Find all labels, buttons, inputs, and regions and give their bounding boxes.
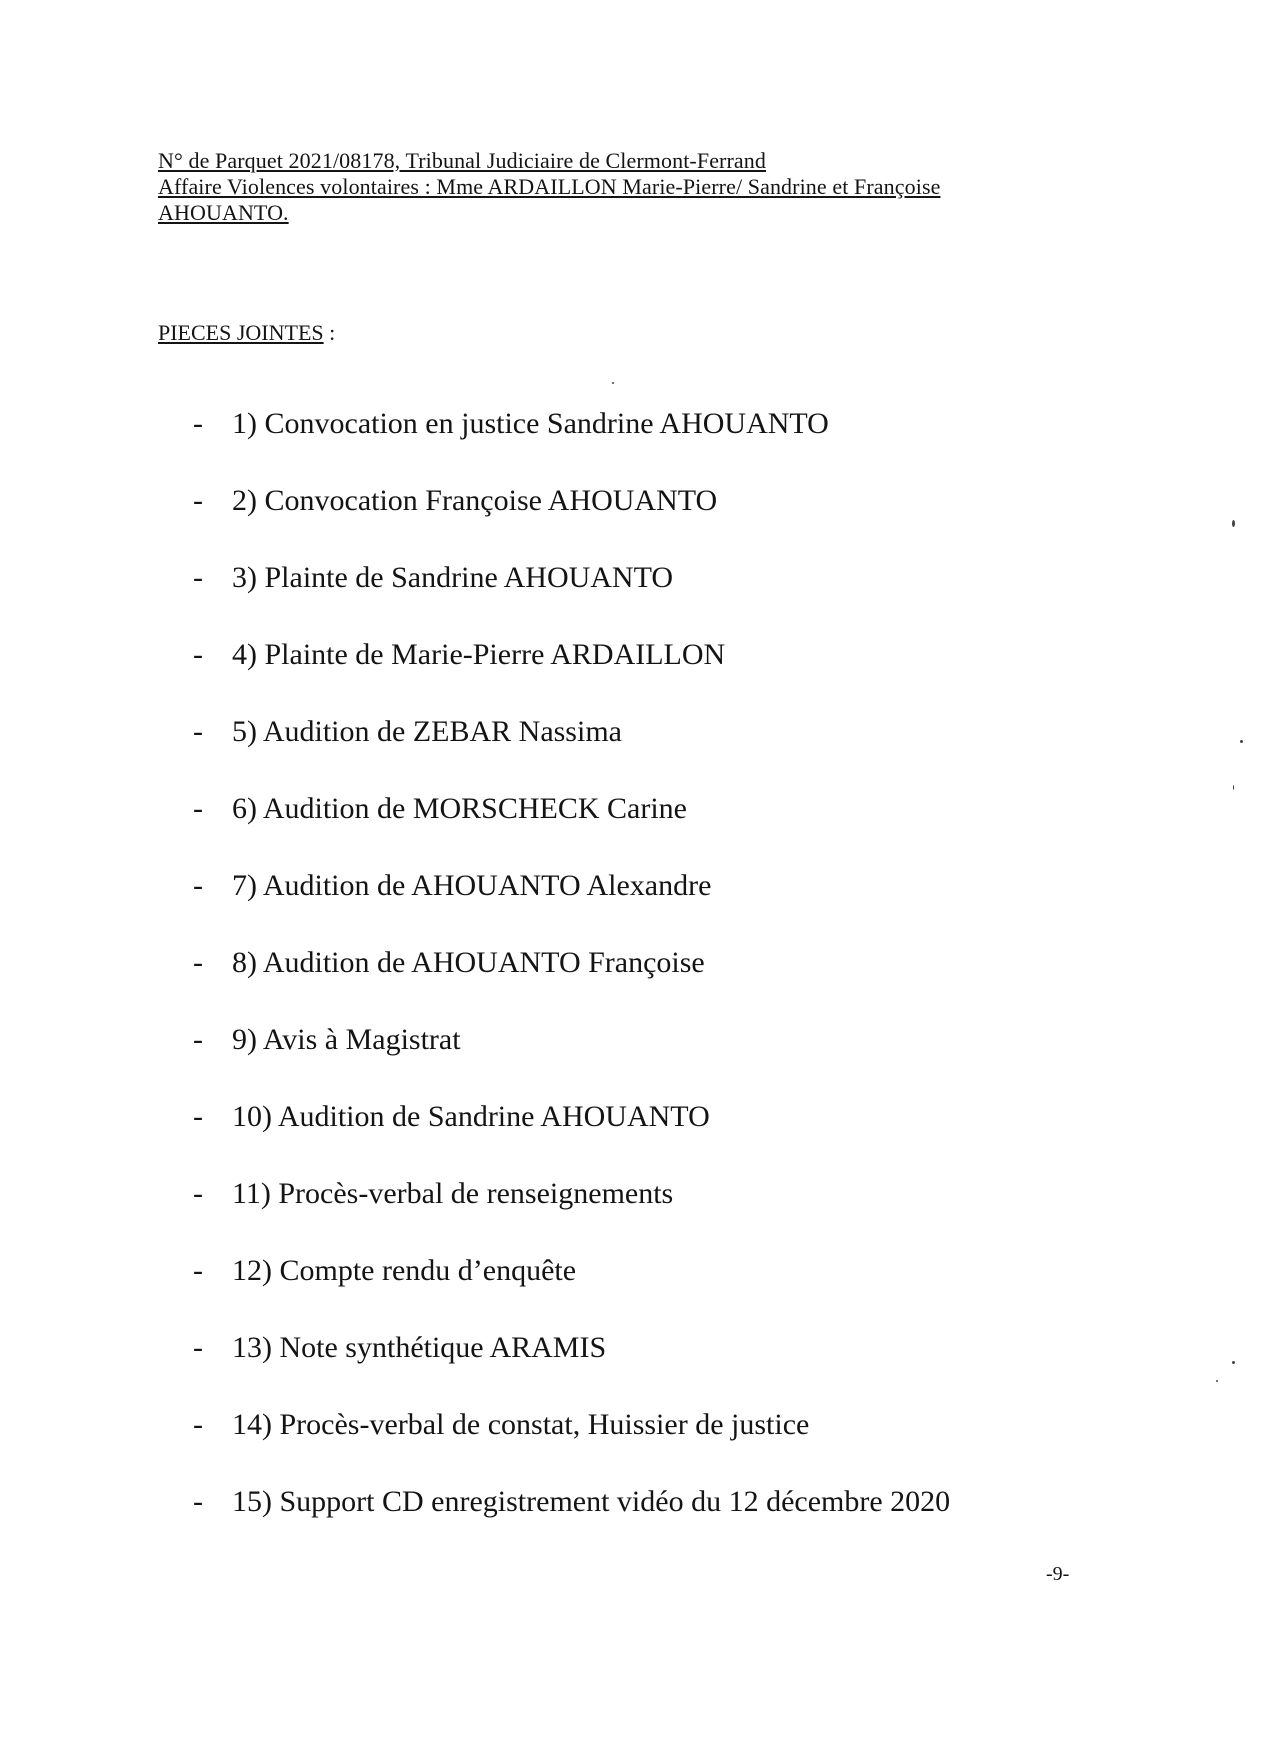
list-dash: -	[193, 407, 203, 440]
list-item	[0, 1176, 1275, 1253]
list-item	[0, 1407, 1275, 1484]
list-item-label: 4) Plainte de Marie-Pierre ARDAILLON	[232, 638, 726, 671]
list-dash: -	[193, 1485, 203, 1518]
case-subject-line: Affaire Violences volontaires : Mme ARDAILLON Marie-Pierre/ Sandrine et Françoise	[158, 174, 941, 199]
list-item-label: 9) Avis à Magistrat	[232, 1023, 461, 1056]
case-subject-line-continued: AHOUANTO.	[158, 200, 289, 225]
attachments-heading-text: PIECES JOINTES	[158, 320, 324, 345]
list-item-label: 5) Audition de ZEBAR Nassima	[232, 715, 622, 748]
list-item	[0, 1484, 1275, 1561]
list-dash: -	[193, 1254, 203, 1287]
list-item	[0, 1099, 1275, 1176]
scan-speck	[1240, 740, 1243, 743]
list-dash: -	[193, 638, 203, 671]
attachments-heading	[158, 320, 335, 346]
case-reference-line: N° de Parquet 2021/08178, Tribunal Judiciaire de Clermont-Ferrand	[158, 148, 766, 173]
scan-speck	[1232, 520, 1235, 527]
list-item-label: 2) Convocation Françoise AHOUANTO	[232, 484, 718, 517]
list-item-label: 6) Audition de MORSCHECK Carine	[232, 792, 687, 825]
attachments-list	[0, 406, 1275, 1561]
list-item-label: 8) Audition de AHOUANTO Françoise	[232, 946, 705, 979]
list-item	[0, 560, 1275, 637]
page-number: -9-	[1046, 1563, 1070, 1585]
list-item-label: 15) Support CD enregistrement vidéo du 12 décembre 2020	[232, 1485, 951, 1518]
list-item-label: 11) Procès-verbal de renseignements	[232, 1177, 674, 1210]
list-item	[0, 1330, 1275, 1407]
list-item	[0, 868, 1275, 945]
list-item-label: 7) Audition de AHOUANTO Alexandre	[232, 869, 712, 902]
scan-speck	[1233, 785, 1234, 790]
list-dash: -	[193, 1100, 203, 1133]
list-dash: -	[193, 1408, 203, 1441]
list-item	[0, 1022, 1275, 1099]
list-item	[0, 1253, 1275, 1330]
list-item	[0, 791, 1275, 868]
list-dash: -	[193, 561, 203, 594]
list-dash: -	[193, 484, 203, 517]
list-item-label: 13) Note synthétique ARAMIS	[232, 1331, 607, 1364]
list-item-label: 10) Audition de Sandrine AHOUANTO	[232, 1100, 710, 1133]
list-item	[0, 714, 1275, 791]
list-dash: -	[193, 1331, 203, 1364]
attachments-heading-suffix: :	[323, 320, 336, 345]
scan-speck	[612, 382, 614, 384]
scan-speck	[1216, 1380, 1218, 1382]
list-item-label: 3) Plainte de Sandrine AHOUANTO	[232, 561, 674, 594]
list-dash: -	[193, 869, 203, 902]
list-dash: -	[193, 1177, 203, 1210]
list-dash: -	[193, 715, 203, 748]
list-item	[0, 483, 1275, 560]
scan-speck	[1232, 1361, 1235, 1364]
case-header	[158, 148, 1058, 226]
list-item-label: 1) Convocation en justice Sandrine AHOUANTO	[232, 407, 829, 440]
list-dash: -	[193, 946, 203, 979]
list-item-label: 12) Compte rendu d’enquête	[232, 1254, 577, 1287]
list-item	[0, 406, 1275, 483]
list-item-label: 14) Procès-verbal de constat, Huissier de justice	[232, 1408, 810, 1441]
list-dash: -	[193, 792, 203, 825]
list-item	[0, 945, 1275, 1022]
list-item	[0, 637, 1275, 714]
list-dash: -	[193, 1023, 203, 1056]
